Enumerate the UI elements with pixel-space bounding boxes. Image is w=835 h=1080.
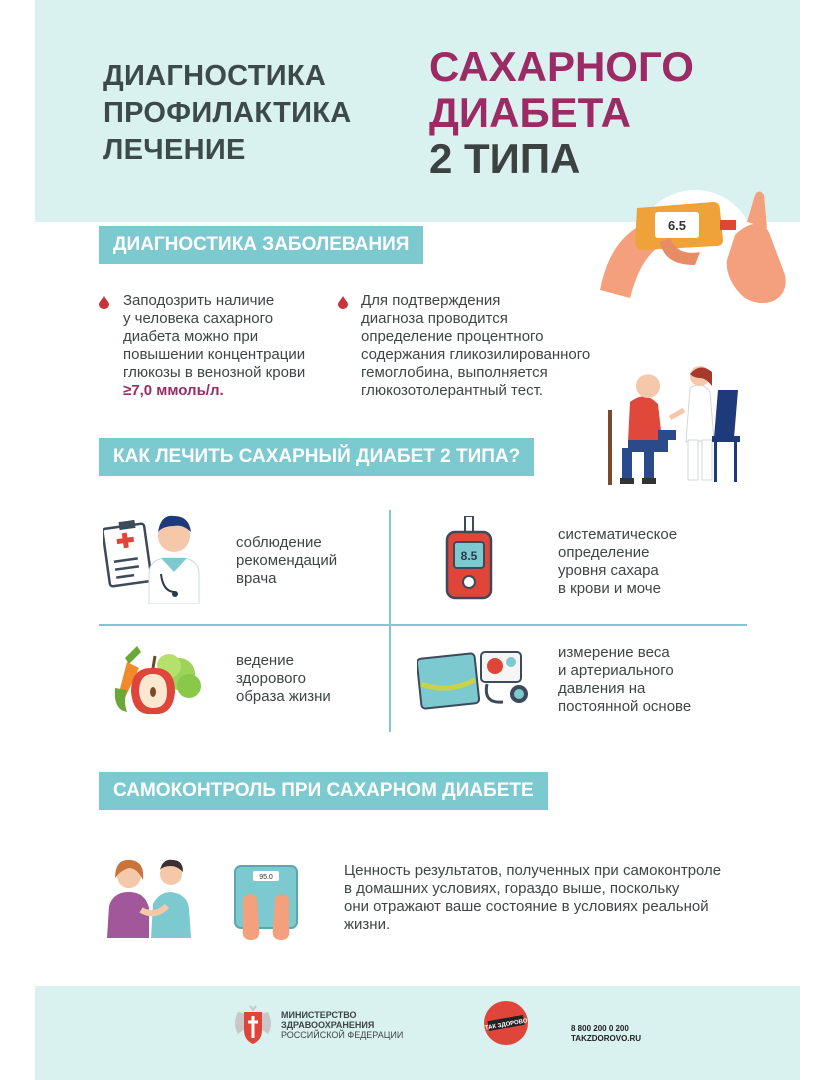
text-line: рекомендаций: [236, 552, 338, 569]
text-line: врача: [236, 570, 277, 587]
ministry-emblem-logo: [230, 1004, 276, 1046]
text-line: систематическое: [558, 526, 678, 543]
text-line: определение процентного: [361, 328, 544, 345]
section-heading-selfcontrol: САМОКОНТРОЛЬ ПРИ САХАРНОМ ДИАБЕТЕ: [99, 772, 548, 810]
glucometer-reading: 6.5: [667, 218, 687, 233]
text-line: РОССИЙСКОЙ ФЕДЕРАЦИИ: [281, 1030, 404, 1040]
ministry-name: [281, 1010, 403, 1040]
treatment-item-2: [558, 526, 677, 598]
text-line: уровня сахара: [558, 562, 659, 579]
text-line: у человека сахарного: [123, 310, 274, 327]
title-line: ДИАБЕТА: [429, 89, 631, 136]
doctor-recommendations-icon: [103, 512, 203, 604]
scale-reading: 95.0: [259, 874, 273, 881]
glucose-threshold: ≥7,0 ммоль/л.: [123, 382, 224, 399]
footer-band: [35, 986, 800, 1080]
blood-drop-icon: [99, 296, 109, 309]
bathroom-scale-illustration: [233, 864, 299, 944]
glucometer-icon: [445, 516, 495, 600]
text-line: образа жизни: [236, 688, 331, 705]
takzdorovo-logo: [483, 1000, 529, 1046]
treatment-item-4: [558, 644, 691, 716]
text-line: глюкозы в венозной крови: [123, 364, 306, 381]
subtitle-line: ДИАГНОСТИКА: [103, 60, 327, 92]
text-line: здорового: [236, 670, 306, 687]
text-line: МИНИСТЕРСТВО: [281, 1010, 357, 1020]
text-line: содержания гликозилированного: [361, 346, 591, 363]
text-line: ведение: [236, 652, 294, 669]
hotline-info: [571, 1024, 641, 1044]
scale-tonometer-icon: [417, 644, 535, 710]
hotline-phone: 8 800 200 0 200: [571, 1024, 629, 1033]
blood-drop-icon: [338, 296, 348, 309]
text-line: и артериального: [558, 662, 674, 679]
section-heading-diagnosis: ДИАГНОСТИКА ЗАБОЛЕВАНИЯ: [99, 226, 423, 264]
hotline-site: TAKZDOROVO.RU: [571, 1034, 642, 1043]
logo-text: ТАК ЗДОРОВО: [484, 1018, 529, 1032]
couple-illustration: [105, 854, 197, 938]
text-line: постоянной основе: [558, 698, 692, 715]
grid-divider-vertical: [389, 510, 391, 732]
text-line: Ценность результатов, полученных при самоконтроле: [344, 862, 722, 879]
healthy-food-icon: [107, 638, 203, 718]
text-line: диагноза проводится: [361, 310, 508, 327]
subtitle-line: ЛЕЧЕНИЕ: [103, 134, 246, 166]
subtitle-line: ПРОФИЛАКТИКА: [103, 97, 352, 129]
title-line: САХАРНОГО: [429, 43, 694, 90]
text-line: в домашних условиях, гораздо выше, поскольку: [344, 880, 680, 897]
grid-divider-horizontal: [99, 624, 747, 626]
poster-title: [429, 44, 694, 182]
text-line: ЗДРАВООХРАНЕНИЯ: [281, 1020, 375, 1030]
text-line: соблюдение: [236, 534, 322, 551]
text-line: они отражают ваше состояние в условиях реальной: [344, 898, 709, 915]
section-heading-treatment: КАК ЛЕЧИТЬ САХАРНЫЙ ДИАБЕТ 2 ТИПА?: [99, 438, 534, 476]
text-line: диабета можно при: [123, 328, 259, 345]
doctor-patient-illustration: [600, 360, 750, 488]
diagnosis-point-2: [361, 292, 590, 400]
text-line: гемоглобина, выполняется: [361, 364, 548, 381]
treatment-item-1: [236, 534, 337, 588]
text-line: измерение веса: [558, 644, 670, 661]
poster: [35, 0, 800, 1080]
text-line: определение: [558, 544, 650, 561]
diagnosis-point-1: [123, 292, 305, 400]
meter-reading: 8.5: [460, 549, 478, 563]
header-subtitle: [103, 58, 351, 169]
text-line: жизни.: [344, 916, 391, 933]
text-line: давления на: [558, 680, 646, 697]
selfcontrol-text: [344, 862, 721, 934]
text-line: глюкозотолерантный тест.: [361, 382, 543, 399]
text-line: в крови и моче: [558, 580, 661, 597]
title-line: 2 ТИПА: [429, 135, 581, 182]
glucometer-hands-illustration: [575, 180, 800, 310]
treatment-item-3: [236, 652, 331, 706]
text-line: повышении концентрации: [123, 346, 306, 363]
text-line: Заподозрить наличие: [123, 292, 275, 309]
text-line: Для подтверждения: [361, 292, 501, 309]
